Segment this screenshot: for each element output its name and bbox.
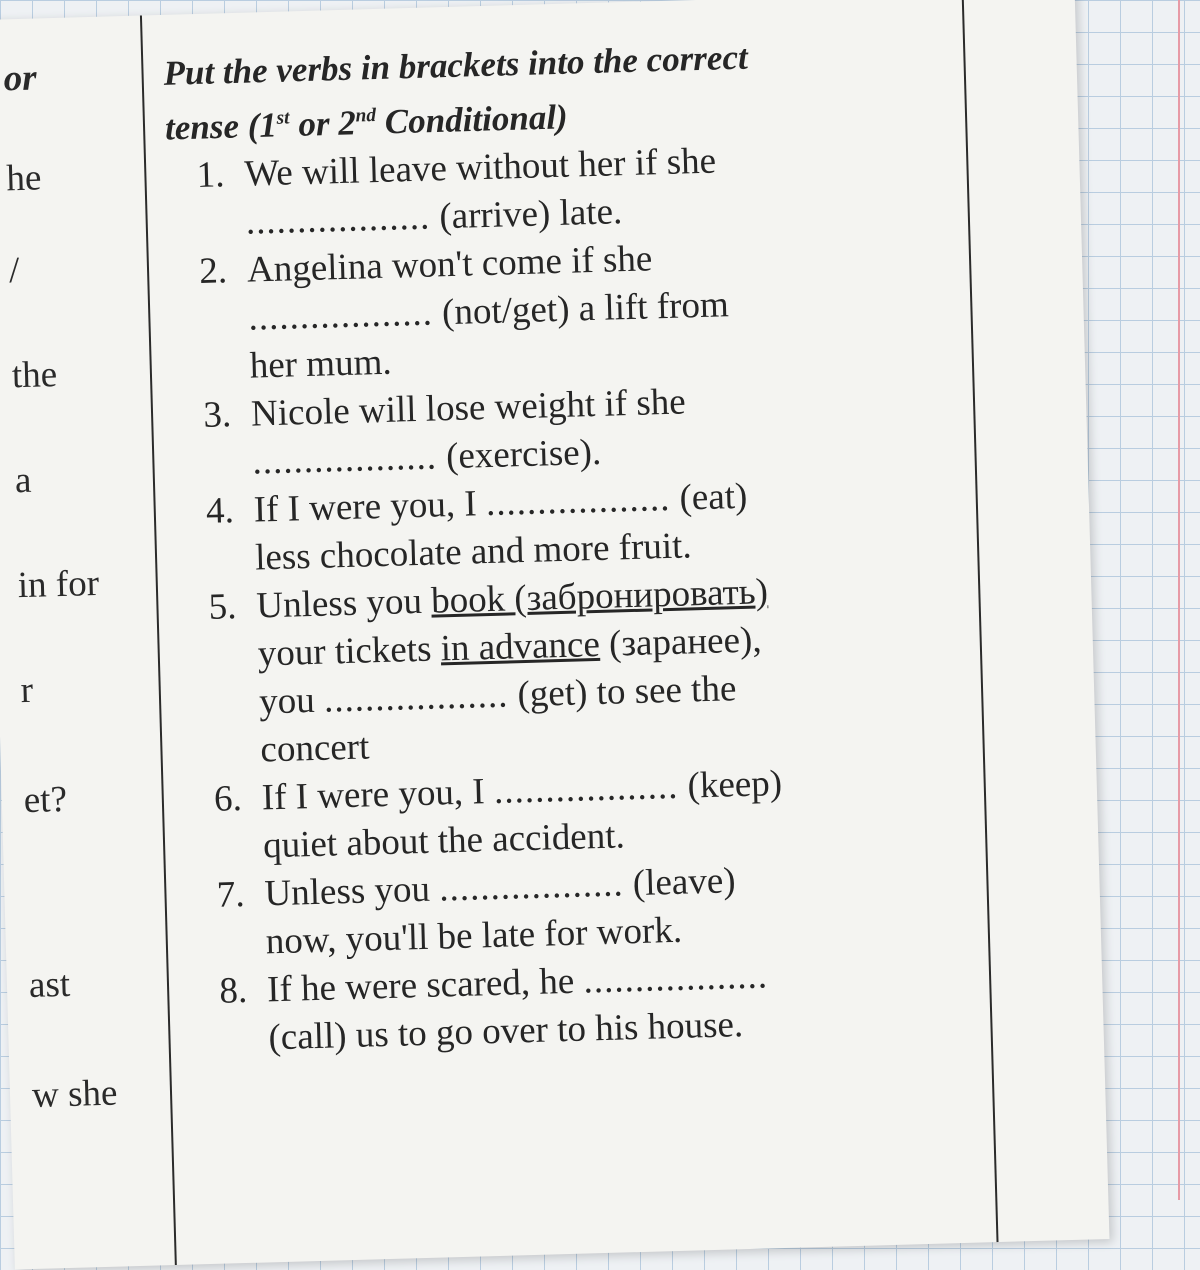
exercise-text-segment: you [258,679,325,723]
exercise-text-segment: Unless you [263,868,440,915]
exercise-text-segment: If I were you, I [253,482,487,531]
column-divider-right [962,0,999,1242]
left-fragment: he [5,157,42,200]
exercise-text-segment: (call) us to go over to his house. [267,1003,744,1058]
heading-text: Conditional) [375,97,569,142]
exercise-text-segment: (eat) [669,475,748,519]
answer-blank: .................. [251,436,438,483]
answer-blank: .................. [438,863,625,910]
answer-blank: .................. [493,765,679,812]
answer-blank: .................. [247,292,434,339]
heading-text: or 2 [289,103,357,145]
exercise-number: 6. [213,777,243,820]
left-fragment: et? [23,778,68,822]
left-fragment: / [8,250,20,292]
exercise-text [256,564,921,774]
exercise-number: 3. [202,393,232,436]
exercise-text [267,948,929,1062]
exercise-text [250,372,912,486]
exercise-text-segment: (keep) [677,762,783,807]
exercise-number: 2. [198,249,228,292]
exercise-number: 1. [196,153,225,196]
heading-text: tense (1 [164,105,278,148]
left-fragment: in for [17,562,100,607]
exercise-item [168,227,942,392]
exercise-section [163,28,961,1064]
heading-superscript: nd [355,104,377,127]
answer-blank: .................. [485,477,671,524]
left-fragment: a [14,459,32,502]
left-fragment: r [20,669,34,712]
exercise-text [261,756,923,870]
exercise-number: 8. [218,969,248,1012]
exercise-text-segment: Nicole will lose weight if she [250,381,687,435]
exercise-text-segment: concert [259,726,370,771]
exercise-text-segment: (not/get) a lift from [432,283,730,334]
exercise-text-segment: now, you'll be late for work. [265,909,683,963]
exercise-text [244,132,906,246]
left-fragment: w she [31,1072,118,1116]
exercise-text-segment: (leave) [623,859,737,905]
notebook-margin-line [1178,0,1180,1200]
exercise-text [264,852,926,966]
exercise-number: 7. [216,873,246,916]
left-fragment: ast [28,963,71,1007]
exercise-number: 5. [208,585,238,628]
exercise-text-segment: her mum. [249,341,393,387]
exercise-number: 4. [205,489,235,532]
exercise-text [246,228,910,390]
underlined-term: book (забронировать) [430,570,769,622]
heading-superscript: st [276,107,290,129]
exercise-item [189,947,961,1064]
exercise-text-segment: less chocolate and more fruit. [254,524,693,579]
left-fragment: or [3,57,38,100]
exercise-text [253,468,915,582]
exercise-text-segment: (get) to see the [507,667,737,716]
exercise-list [166,131,961,1064]
answer-blank: .................. [582,955,769,1002]
answer-blank: .................. [323,674,509,721]
exercise-text-segment: If he were scared, he [266,960,585,1011]
exercise-text-segment: If I were you, I [261,770,495,819]
exercise-text-segment: (arrive) late. [429,190,623,238]
underlined-term: in advance [440,623,601,670]
left-fragment: the [11,353,58,397]
exercise-text-segment: (заранее), [599,619,763,665]
exercise-text-segment: quiet about the accident. [262,814,626,867]
exercise-text-segment: Angelina won't come if she [246,237,653,291]
exercise-text-segment: (exercise). [436,431,602,478]
exercise-item [178,563,953,776]
exercise-text-segment: We will leave without her if she [243,140,717,195]
exercise-text-segment: Unless you [255,580,432,627]
exercise-text-segment: your tickets [257,628,442,675]
answer-blank: .................. [245,196,431,243]
heading-line-1: Put the verbs in brackets into the correct [163,37,749,93]
